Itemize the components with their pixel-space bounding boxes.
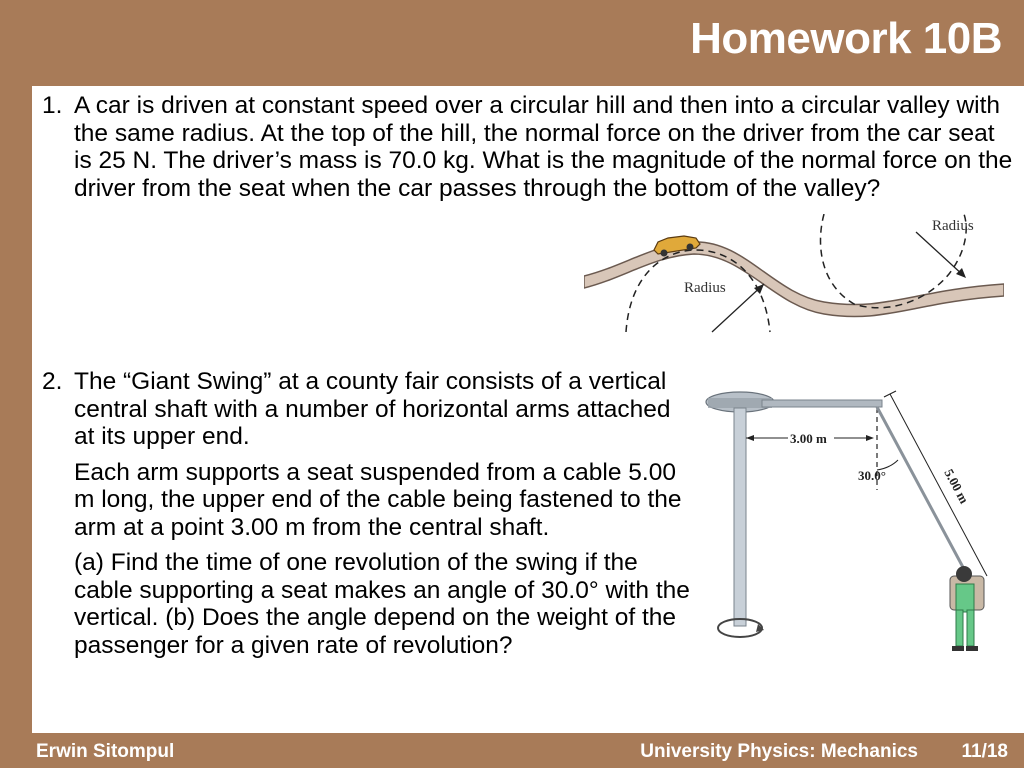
valley-radius-arrow <box>916 232 964 276</box>
hill-valley-figure <box>584 214 1004 336</box>
road-surface <box>584 242 1004 317</box>
problem-2-paragraph-3: (a) Find the time of one revolution of the swing if the cable supporting a seat makes an angle of 30.0° with the vertical. (b) Does the angle depend on the weight of the passenger for a given rate of revolution? <box>74 549 690 659</box>
radius-label-valley: Radius <box>932 218 974 234</box>
slide-title: Homework 10B <box>690 14 1002 63</box>
problem-2 <box>42 368 697 667</box>
angle-label: 30.0° <box>858 468 886 483</box>
problem-2-paragraph-1: The “Giant Swing” at a county fair consists of a vertical central shaft with a number of horizontal arms attached at its upper end. <box>74 368 671 450</box>
content-panel <box>32 86 1024 733</box>
arm-length-label: 3.00 m <box>790 431 827 446</box>
problem-1 <box>42 92 1017 210</box>
giant-swing-figure <box>682 380 1022 674</box>
radius-label-hill: Radius <box>684 280 726 296</box>
central-shaft <box>734 408 746 626</box>
passenger-figure <box>950 566 984 651</box>
problem-2-paragraph-2: Each arm supports a seat suspended from a cable 5.00 m long, the upper end of the cable being fastened to the arm at a point 3.00 m from the central shaft. <box>74 458 682 541</box>
problem-1-text: A car is driven at constant speed over a circular hill and then into a circular valley with the same radius. At the top of the hill, the normal force on the driver from the car seat is 25 N. The driver’s mass is 70.0 kg. What is the magnitude of the normal force on the driver from the seat when the car passes through the bottom of the valley? <box>74 92 1013 202</box>
footer-page-number: 11/18 <box>961 741 1008 762</box>
footer-author: Erwin Sitompul <box>36 741 175 762</box>
horizontal-arm <box>762 400 882 407</box>
cable-length-label: 5.00 m <box>941 466 972 506</box>
problem-1-number: 1. <box>42 92 63 119</box>
problem-2-number: 2. <box>42 368 63 395</box>
footer-course: University Physics: Mechanics <box>640 741 918 762</box>
